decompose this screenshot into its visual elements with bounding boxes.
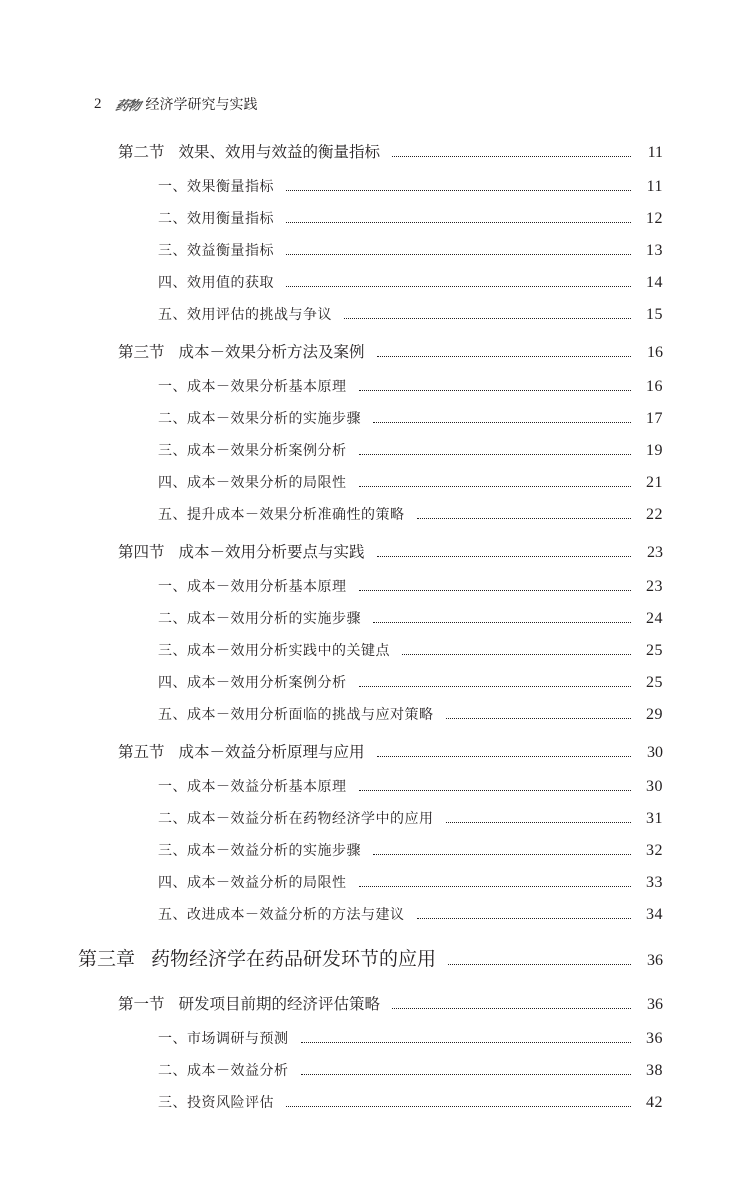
dot-leader — [417, 918, 632, 919]
toc-label — [158, 704, 434, 724]
dot-leader — [359, 886, 632, 887]
toc-title: 三、成本－效果分析案例分析 — [158, 443, 347, 459]
toc-page-number: 38 — [646, 1062, 663, 1079]
toc-label — [158, 208, 274, 228]
toc-item[interactable] — [158, 240, 663, 260]
toc-item[interactable] — [158, 1092, 663, 1112]
toc-label — [158, 272, 274, 292]
toc-page-number: 23 — [646, 578, 663, 595]
toc-title: 四、成本－效果分析的局限性 — [158, 475, 347, 491]
toc-number: 第三节 — [118, 343, 165, 361]
toc-page-number: 12 — [646, 210, 663, 227]
toc-label — [158, 1060, 289, 1080]
toc-title: 一、市场调研与预测 — [158, 1031, 289, 1047]
toc-title: 二、成本－效益分析 — [158, 1063, 289, 1079]
dot-leader — [286, 1106, 631, 1107]
toc-number: 第三章 — [78, 948, 136, 970]
toc-number: 第四节 — [118, 543, 165, 561]
toc-page-number: 25 — [646, 642, 663, 659]
toc-label — [158, 640, 390, 660]
toc-page-number: 32 — [646, 842, 663, 859]
toc-label — [118, 992, 380, 1014]
toc-section[interactable] — [118, 340, 663, 362]
toc-label — [158, 840, 361, 860]
toc-item[interactable] — [158, 808, 663, 828]
toc-item[interactable] — [158, 176, 663, 196]
toc-page-number: 13 — [646, 242, 663, 259]
dot-leader — [301, 1042, 632, 1043]
toc-section[interactable] — [118, 740, 663, 762]
toc-title: 一、成本－效果分析基本原理 — [158, 379, 347, 395]
toc-page-number: 19 — [646, 442, 663, 459]
toc-title: 二、效用衡量指标 — [158, 211, 274, 227]
toc-label — [118, 740, 365, 762]
toc-page-number: 21 — [646, 474, 663, 491]
toc-chapter[interactable] — [78, 944, 663, 971]
dot-leader — [286, 190, 631, 191]
toc-label — [158, 776, 347, 796]
toc-title: 五、效用评估的挑战与争议 — [158, 307, 332, 323]
logo-calligraphy: 药物 — [113, 98, 141, 114]
toc-number: 第一节 — [118, 995, 165, 1013]
dot-leader — [377, 556, 631, 557]
toc-label — [158, 1028, 289, 1048]
toc-title: 三、成本－效用分析实践中的关键点 — [158, 643, 390, 659]
dot-leader — [377, 356, 631, 357]
toc-page-number: 29 — [646, 706, 663, 723]
toc-title: 四、成本－效益分析的局限性 — [158, 875, 347, 891]
toc-label — [158, 504, 405, 524]
toc-page-number: 36 — [647, 996, 663, 1013]
toc-page-number: 31 — [646, 810, 663, 827]
toc-title: 一、效果衡量指标 — [158, 179, 274, 195]
dot-leader — [446, 718, 632, 719]
running-header — [94, 92, 258, 116]
toc-item[interactable] — [158, 672, 663, 692]
toc-page-number: 23 — [647, 544, 663, 561]
dot-leader — [301, 1074, 632, 1075]
toc-item[interactable] — [158, 504, 663, 524]
toc-title: 五、成本－效用分析面临的挑战与应对策略 — [158, 707, 434, 723]
dot-leader — [392, 1008, 631, 1009]
toc-label — [158, 304, 332, 324]
dot-leader — [448, 964, 631, 965]
toc-page-number: 11 — [646, 178, 663, 195]
toc-title: 二、成本－效用分析的实施步骤 — [158, 611, 361, 627]
toc-title: 四、效用值的获取 — [158, 275, 274, 291]
toc-page-number: 15 — [646, 306, 663, 323]
toc-page-number: 30 — [647, 744, 663, 761]
toc-title: 二、成本－效果分析的实施步骤 — [158, 411, 361, 427]
toc-title: 研发项目前期的经济评估策略 — [178, 995, 381, 1013]
toc-page-number: 42 — [646, 1094, 663, 1111]
toc-item[interactable] — [158, 272, 663, 292]
toc-page-number: 22 — [646, 506, 663, 523]
toc-title: 三、投资风险评估 — [158, 1095, 274, 1111]
toc-title: 三、效益衡量指标 — [158, 243, 274, 259]
toc-item[interactable] — [158, 1028, 663, 1048]
toc-title: 二、成本－效益分析在药物经济学中的应用 — [158, 811, 434, 827]
dot-leader — [359, 790, 632, 791]
dot-leader — [286, 286, 631, 287]
toc-page-number: 34 — [646, 906, 663, 923]
toc-label — [158, 1092, 274, 1112]
toc-item[interactable] — [158, 904, 663, 924]
toc-title: 药物经济学在药品研发环节的应用 — [151, 948, 437, 970]
toc-label — [158, 808, 434, 828]
page-number: 2 — [94, 95, 102, 112]
toc-label — [158, 576, 347, 596]
dot-leader — [359, 390, 632, 391]
toc-item[interactable] — [158, 704, 663, 724]
toc-item[interactable] — [158, 608, 663, 628]
toc-page-number: 33 — [646, 874, 663, 891]
dot-leader — [373, 622, 631, 623]
toc-item[interactable] — [158, 776, 663, 796]
toc-page-number: 11 — [647, 144, 663, 161]
toc-item[interactable] — [158, 576, 663, 596]
toc-title: 一、成本－效用分析基本原理 — [158, 579, 347, 595]
toc-title: 五、提升成本－效果分析准确性的策略 — [158, 507, 405, 523]
toc-label — [158, 240, 274, 260]
toc-item[interactable] — [158, 872, 663, 892]
toc-title: 成本－效用分析要点与实践 — [178, 543, 365, 561]
toc-label — [158, 408, 361, 428]
toc-section[interactable] — [118, 992, 663, 1014]
toc-item[interactable] — [158, 1060, 663, 1080]
dot-leader — [392, 156, 631, 157]
dot-leader — [402, 654, 631, 655]
toc-item[interactable] — [158, 472, 663, 492]
dot-leader — [417, 518, 632, 519]
toc-page-number: 25 — [646, 674, 663, 691]
toc-title: 五、改进成本－效益分析的方法与建议 — [158, 907, 405, 923]
toc-item[interactable] — [158, 440, 663, 460]
toc-title: 成本－效果分析方法及案例 — [178, 343, 365, 361]
toc-item[interactable] — [158, 304, 663, 324]
toc-page-number: 14 — [646, 274, 663, 291]
toc-label — [158, 472, 347, 492]
toc-label — [158, 872, 347, 892]
toc-page-number: 16 — [646, 378, 663, 395]
toc-section[interactable] — [118, 140, 663, 162]
toc-title: 三、成本－效益分析的实施步骤 — [158, 843, 361, 859]
dot-leader — [377, 756, 631, 757]
toc-item[interactable] — [158, 408, 663, 428]
dot-leader — [286, 254, 631, 255]
toc-label — [78, 944, 436, 971]
dot-leader — [359, 686, 632, 687]
toc-page-number: 36 — [647, 952, 663, 969]
dot-leader — [359, 486, 632, 487]
dot-leader — [446, 822, 632, 823]
toc-label — [118, 540, 365, 562]
toc-label — [158, 440, 347, 460]
dot-leader — [373, 854, 631, 855]
toc-label — [158, 904, 405, 924]
toc-page-number: 16 — [647, 344, 663, 361]
toc-label — [158, 376, 347, 396]
dot-leader — [373, 422, 631, 423]
toc-item[interactable] — [158, 640, 663, 660]
toc-item[interactable] — [158, 208, 663, 228]
toc-title: 效果、效用与效益的衡量指标 — [178, 143, 381, 161]
toc-label — [158, 672, 347, 692]
toc-number: 第五节 — [118, 743, 165, 761]
toc-title: 成本－效益分析原理与应用 — [178, 743, 365, 761]
toc-label — [118, 140, 380, 162]
toc-label — [158, 608, 361, 628]
toc-item[interactable] — [158, 376, 663, 396]
dot-leader — [359, 454, 632, 455]
toc-page-number: 30 — [646, 778, 663, 795]
toc-section[interactable] — [118, 540, 663, 562]
dot-leader — [344, 318, 631, 319]
toc-page-number: 36 — [646, 1030, 663, 1047]
toc-title: 一、成本－效益分析基本原理 — [158, 779, 347, 795]
toc-number: 第二节 — [118, 143, 165, 161]
toc-page-number: 17 — [646, 410, 663, 427]
toc-label — [158, 176, 274, 196]
dot-leader — [286, 222, 631, 223]
book-title: 经济学研究与实践 — [145, 97, 258, 113]
toc-item[interactable] — [158, 840, 663, 860]
dot-leader — [359, 590, 632, 591]
toc-title: 四、成本－效用分析案例分析 — [158, 675, 347, 691]
toc-label — [118, 340, 365, 362]
toc-page-number: 24 — [646, 610, 663, 627]
